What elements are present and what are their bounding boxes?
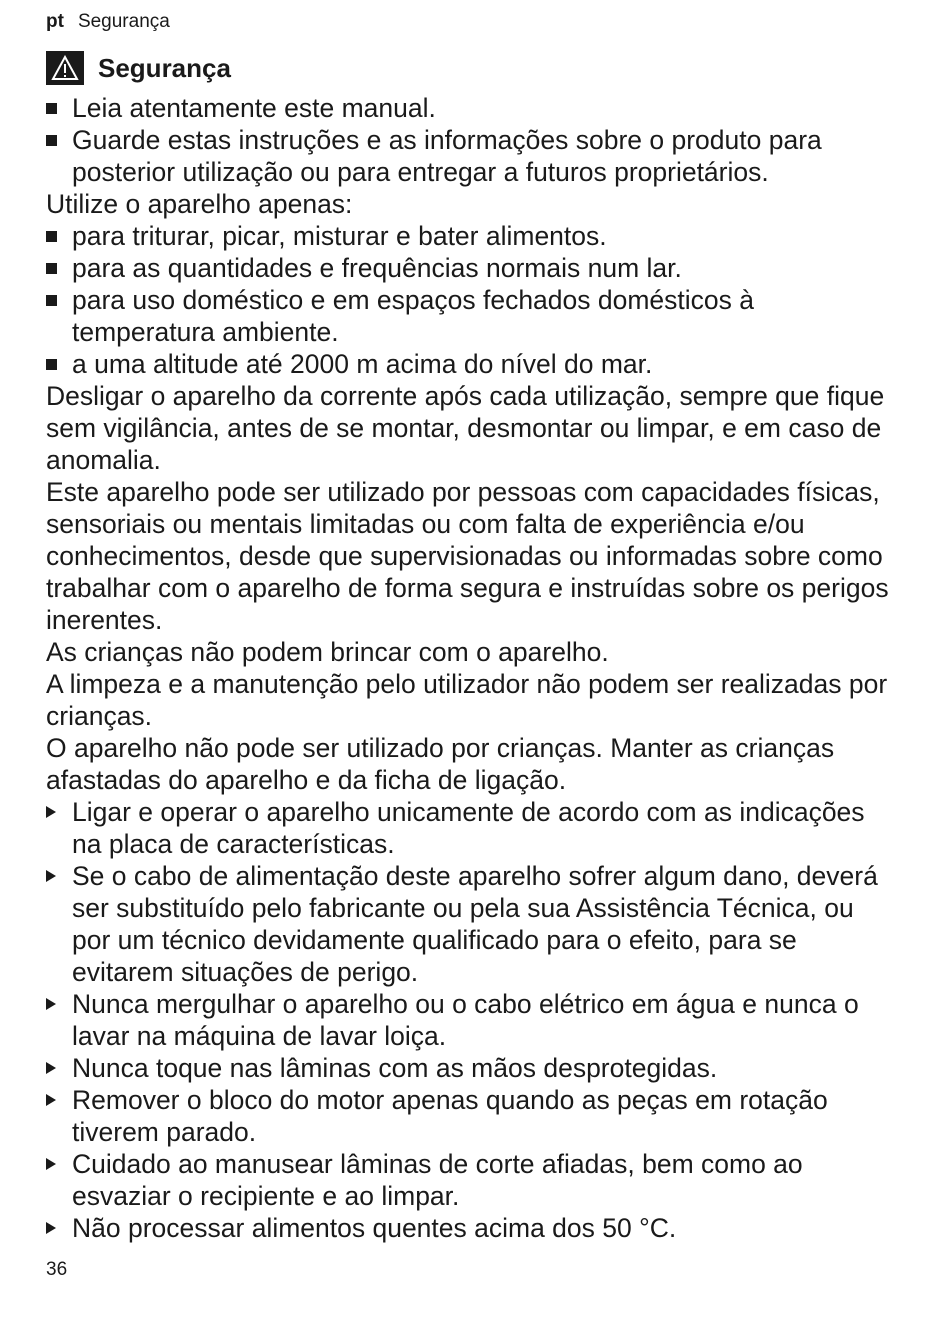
- square-bullet-icon: [46, 103, 57, 114]
- triangle-bullet-icon: [46, 1062, 56, 1074]
- square-bullet-icon: [46, 231, 57, 242]
- language-code: pt: [46, 11, 64, 32]
- instruction-item: Não processar alimentos quentes acima dos 50 °C.: [46, 1212, 896, 1244]
- list-item: para as quantidades e frequências normais num lar.: [46, 252, 896, 284]
- instruction-item: Se o cabo de alimentação deste aparelho sofrer algum dano, deverá ser substituído pelo fabricante ou pela sua Assistência Técnica, ou por um técnico devidamente qualificado para o efeito, para se evitarem situações de perigo.: [46, 860, 896, 988]
- triangle-bullet-icon: [46, 806, 56, 818]
- list-item: para triturar, picar, misturar e bater alimentos.: [46, 220, 896, 252]
- triangle-bullet-icon: [46, 998, 56, 1010]
- triangle-bullet-icon: [46, 1158, 56, 1170]
- square-bullet-icon: [46, 295, 57, 306]
- list-item: a uma altitude até 2000 m acima do nível do mar.: [46, 348, 896, 380]
- instruction-item: Ligar e operar o aparelho unicamente de acordo com as indicações na placa de características.: [46, 796, 896, 860]
- warning-triangle-icon: [46, 51, 84, 85]
- instruction-item: Nunca toque nas lâminas com as mãos desprotegidas.: [46, 1052, 896, 1084]
- triangle-bullet-icon: [46, 870, 56, 882]
- paragraph: Este aparelho pode ser utilizado por pessoas com capacidades físicas, sensoriais ou mentais limitadas ou com falta de experiência e/ou conhecimentos, desde que supervisionadas ou informadas sobre como trabalhar com o aparelho de forma segura e instruídas sobre os perigos inerentes.: [46, 477, 889, 635]
- page-number: 36: [46, 1259, 68, 1280]
- square-bullet-icon: [46, 359, 57, 370]
- square-bullet-icon: [46, 263, 57, 274]
- paragraph: As crianças não podem brincar com o aparelho.: [46, 637, 609, 667]
- safety-content: [46, 92, 896, 1244]
- triangle-bullet-icon: [46, 1094, 56, 1106]
- usage-intro: Utilize o aparelho apenas:: [46, 189, 353, 219]
- page-title: Segurança: [98, 52, 231, 83]
- instruction-item: Cuidado ao manusear lâminas de corte afiadas, bem como ao esvaziar o recipiente e ao limpar.: [46, 1148, 896, 1212]
- header-section: Segurança: [77, 11, 170, 32]
- list-item: para uso doméstico e em espaços fechados domésticos à temperatura ambiente.: [46, 284, 896, 348]
- triangle-bullet-icon: [46, 1222, 56, 1234]
- running-header: [46, 10, 170, 34]
- list-item: Leia atentamente este manual.: [46, 92, 896, 124]
- paragraph: O aparelho não pode ser utilizado por crianças. Manter as crianças afastadas do aparelho e da ficha de ligação.: [46, 733, 835, 795]
- instruction-item: Nunca mergulhar o aparelho ou o cabo elétrico em água e nunca o lavar na máquina de lavar loiça.: [46, 988, 896, 1052]
- list-item: Guarde estas instruções e as informações sobre o produto para posterior utilização ou para entregar a futuros proprietários.: [46, 124, 896, 188]
- paragraph: Desligar o aparelho da corrente após cada utilização, sempre que fique sem vigilância, antes de se montar, desmontar ou limpar, e em caso de anomalia.: [46, 381, 885, 475]
- section-heading: [46, 50, 231, 86]
- square-bullet-icon: [46, 135, 57, 146]
- paragraph: A limpeza e a manutenção pelo utilizador não podem ser realizadas por crianças.: [46, 669, 888, 731]
- instruction-item: Remover o bloco do motor apenas quando as peças em rotação tiverem parado.: [46, 1084, 896, 1148]
